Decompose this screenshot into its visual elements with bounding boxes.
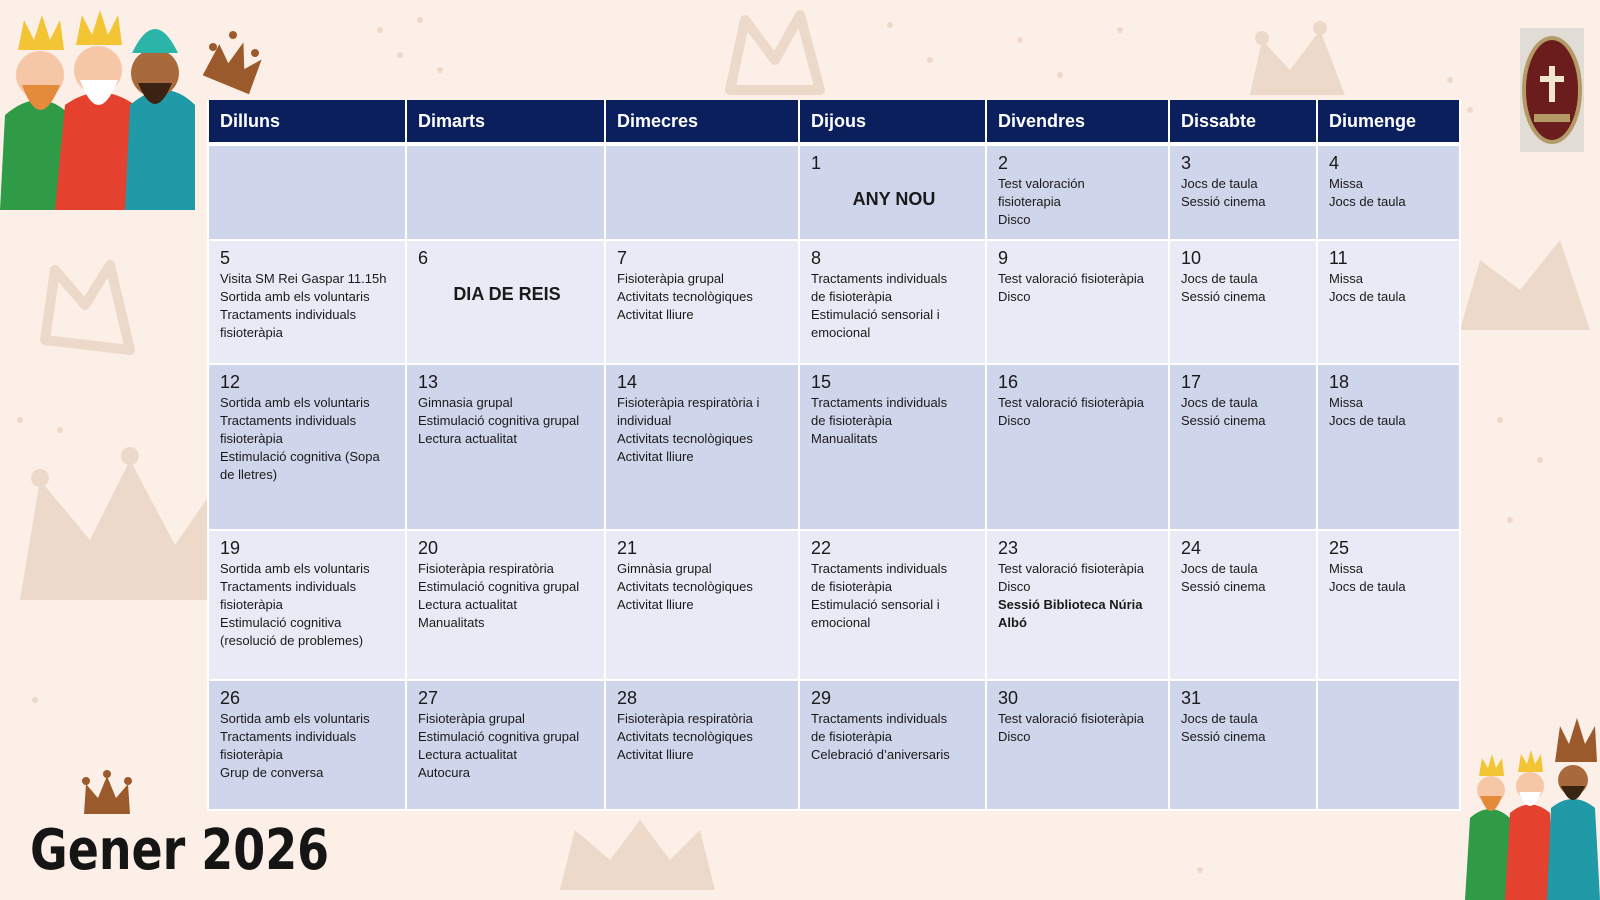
activity-item: Tractaments individuals bbox=[220, 579, 357, 594]
activity-item: fisioteràpia bbox=[220, 431, 283, 446]
activity-item: Sessió cinema bbox=[1181, 194, 1266, 209]
activity-item: Missa bbox=[1329, 395, 1363, 410]
day-number: 8 bbox=[811, 248, 822, 268]
day-number: 30 bbox=[998, 688, 1019, 708]
crown-icon bbox=[203, 25, 263, 95]
day-cell bbox=[1169, 680, 1317, 810]
day-cell bbox=[1317, 144, 1460, 240]
week-row bbox=[208, 364, 1460, 530]
activity-item: Sortida amb els voluntaris bbox=[220, 395, 370, 410]
day-cell bbox=[208, 364, 406, 530]
day-cell bbox=[406, 530, 605, 680]
day-cell bbox=[208, 144, 406, 240]
activity-item: Test valoració fisioteràpia bbox=[998, 711, 1144, 726]
activity-item: Test valoració fisioteràpia bbox=[998, 395, 1144, 410]
day-number: 22 bbox=[811, 538, 832, 558]
activity-item: Test valoració fisioteràpia bbox=[998, 561, 1144, 576]
activity-item: Estimulació cognitiva (Sopa bbox=[220, 449, 380, 464]
day-number: 3 bbox=[1181, 153, 1192, 173]
activity-item: Jocs de taula bbox=[1329, 194, 1406, 209]
activity-item: Activitats tecnològiques bbox=[617, 431, 753, 446]
day-cell bbox=[799, 240, 986, 364]
activity-item: Activitat lliure bbox=[617, 597, 694, 612]
activity-item: Jocs de taula bbox=[1181, 395, 1258, 410]
day-cell bbox=[1317, 530, 1460, 680]
activity-item: Estimulació cognitiva grupal bbox=[418, 729, 580, 744]
activity-item: de fisioteràpia bbox=[811, 289, 892, 304]
day-cell bbox=[406, 680, 605, 810]
day-cell bbox=[406, 364, 605, 530]
activity-item: Activitats tecnològiques bbox=[617, 289, 753, 304]
day-number: 9 bbox=[998, 248, 1009, 268]
activity-item: individual bbox=[617, 413, 672, 428]
activity-item: Albó bbox=[998, 615, 1027, 630]
day-number: 1 bbox=[811, 153, 822, 173]
activity-item: Sortida amb els voluntaris bbox=[220, 711, 370, 726]
day-cell bbox=[1317, 364, 1460, 530]
activity-item: Fisioteràpia respiratòria bbox=[617, 711, 753, 726]
day-cell bbox=[605, 530, 799, 680]
activity-item: Sortida amb els voluntaris bbox=[220, 561, 370, 576]
activity-item: Jocs de taula bbox=[1181, 711, 1258, 726]
activity-item: de fisioteràpia bbox=[811, 729, 892, 744]
day-cell bbox=[986, 144, 1169, 240]
activity-item: Estimulació cognitiva grupal bbox=[418, 413, 580, 428]
activity-item: fisioteràpia bbox=[220, 747, 283, 762]
activity-item: Manualitats bbox=[418, 615, 485, 630]
day-cell bbox=[406, 240, 605, 364]
activity-item: Estimulació cognitiva bbox=[220, 615, 342, 630]
crown-icon bbox=[80, 770, 134, 818]
activity-item: Manualitats bbox=[811, 431, 878, 446]
activity-item: Jocs de taula bbox=[1329, 289, 1406, 304]
activity-item: emocional bbox=[811, 615, 871, 630]
day-number: 2 bbox=[998, 153, 1009, 173]
three-kings-illustration bbox=[0, 5, 200, 210]
activity-item: Fisioteràpia grupal bbox=[418, 711, 525, 726]
activity-item: Sessió cinema bbox=[1181, 413, 1266, 428]
holiday-label: DIA DE REIS bbox=[453, 284, 561, 304]
day-cell bbox=[1317, 680, 1460, 810]
weekday-header: Dijous bbox=[799, 100, 986, 144]
activity-item: Activitats tecnològiques bbox=[617, 729, 753, 744]
activity-item: Estimulació sensorial i bbox=[811, 597, 940, 612]
activity-item: Jocs de taula bbox=[1329, 579, 1406, 594]
day-number: 31 bbox=[1181, 688, 1202, 708]
activity-item: Estimulació sensorial i bbox=[811, 307, 940, 322]
day-cell bbox=[605, 364, 799, 530]
day-number: 4 bbox=[1329, 153, 1340, 173]
day-cell bbox=[799, 364, 986, 530]
activity-item: Jocs de taula bbox=[1181, 176, 1258, 191]
day-cell bbox=[799, 680, 986, 810]
activity-item: emocional bbox=[811, 325, 871, 340]
activity-item: Tractaments individuals bbox=[220, 307, 357, 322]
day-cell bbox=[208, 240, 406, 364]
activity-item: Test valoración bbox=[998, 176, 1085, 191]
activity-item: Estimulació cognitiva grupal bbox=[418, 579, 580, 594]
activity-item: Activitat lliure bbox=[617, 449, 694, 464]
activity-item: Lectura actualitat bbox=[418, 431, 518, 446]
activity-item: fisioteràpia bbox=[220, 325, 283, 340]
month-title: Gener 2026 bbox=[30, 818, 330, 883]
day-number: 23 bbox=[998, 538, 1019, 558]
activity-item: Lectura actualitat bbox=[418, 597, 518, 612]
activity-item: de fisioteràpia bbox=[811, 413, 892, 428]
activity-item: Sessió cinema bbox=[1181, 729, 1266, 744]
day-cell bbox=[1169, 364, 1317, 530]
day-number: 25 bbox=[1329, 538, 1350, 558]
day-cell bbox=[799, 530, 986, 680]
activity-item: Activitat lliure bbox=[617, 307, 694, 322]
weekday-header-row bbox=[208, 100, 1460, 144]
activity-item: Autocura bbox=[418, 765, 471, 780]
weekday-header: Divendres bbox=[986, 100, 1169, 144]
activity-item: fisioteràpia bbox=[220, 597, 283, 612]
weekday-header: Dilluns bbox=[208, 100, 406, 144]
day-number: 20 bbox=[418, 538, 439, 558]
week-row bbox=[208, 144, 1460, 240]
day-cell bbox=[208, 680, 406, 810]
activity-item: Disco bbox=[998, 579, 1031, 594]
activity-item: Fisioteràpia respiratòria i bbox=[617, 395, 760, 410]
activity-item: Jocs de taula bbox=[1329, 413, 1406, 428]
calendar-table bbox=[207, 100, 1461, 811]
day-number: 5 bbox=[220, 248, 231, 268]
activity-item: Tractaments individuals bbox=[220, 413, 357, 428]
day-number: 24 bbox=[1181, 538, 1202, 558]
day-cell bbox=[986, 680, 1169, 810]
day-cell bbox=[1169, 240, 1317, 364]
day-number: 16 bbox=[998, 372, 1019, 392]
activity-item: Sortida amb els voluntaris bbox=[220, 289, 370, 304]
activity-item: Fisioteràpia grupal bbox=[617, 271, 724, 286]
day-number: 26 bbox=[220, 688, 241, 708]
activity-item: Activitat lliure bbox=[617, 747, 694, 762]
activity-item: (resolució de problemes) bbox=[220, 633, 364, 648]
activity-item: Sessió cinema bbox=[1181, 579, 1266, 594]
activity-item: de lletres) bbox=[220, 467, 278, 482]
weekday-header: Diumenge bbox=[1317, 100, 1460, 144]
activity-item: Celebració d’aniversaris bbox=[811, 747, 950, 762]
weekday-header: Dimecres bbox=[605, 100, 799, 144]
day-number: 12 bbox=[220, 372, 241, 392]
day-cell bbox=[986, 364, 1169, 530]
activity-item: fisioterapia bbox=[998, 194, 1061, 209]
day-cell bbox=[208, 530, 406, 680]
three-kings-illustration bbox=[1465, 718, 1600, 900]
day-cell bbox=[986, 530, 1169, 680]
activity-item: Disco bbox=[998, 729, 1031, 744]
emblem-logo bbox=[1520, 28, 1584, 152]
activity-item: Tractaments individuals bbox=[811, 395, 948, 410]
activity-item: Visita SM Rei Gaspar 11.15h bbox=[220, 271, 387, 286]
activity-item: Grup de conversa bbox=[220, 765, 324, 780]
activity-item: Tractaments individuals bbox=[811, 271, 948, 286]
activity-item: Tractaments individuals bbox=[811, 561, 948, 576]
week-row bbox=[208, 680, 1460, 810]
day-number: 29 bbox=[811, 688, 832, 708]
activity-item: Fisioteràpia respiratòria bbox=[418, 561, 554, 576]
day-number: 18 bbox=[1329, 372, 1350, 392]
activity-item: Gimnàsia grupal bbox=[617, 561, 712, 576]
weekday-header: Dissabte bbox=[1169, 100, 1317, 144]
day-number: 17 bbox=[1181, 372, 1202, 392]
day-cell bbox=[605, 680, 799, 810]
activity-item: Gimnasia grupal bbox=[418, 395, 513, 410]
day-cell bbox=[406, 144, 605, 240]
week-row bbox=[208, 530, 1460, 680]
activity-item: Sessió cinema bbox=[1181, 289, 1266, 304]
activity-item: Lectura actualitat bbox=[418, 747, 518, 762]
day-cell bbox=[986, 240, 1169, 364]
day-number: 6 bbox=[418, 248, 429, 268]
day-number: 13 bbox=[418, 372, 439, 392]
week-row bbox=[208, 240, 1460, 364]
activity-item: Disco bbox=[998, 289, 1031, 304]
activity-item: Activitats tecnològiques bbox=[617, 579, 753, 594]
activity-item: Jocs de taula bbox=[1181, 561, 1258, 576]
day-cell bbox=[1169, 530, 1317, 680]
activity-item: de fisioteràpia bbox=[811, 579, 892, 594]
holiday-label: ANY NOU bbox=[852, 189, 936, 209]
activity-item: Disco bbox=[998, 212, 1031, 227]
day-number: 21 bbox=[617, 538, 638, 558]
day-number: 19 bbox=[220, 538, 241, 558]
day-cell bbox=[799, 144, 986, 240]
day-number: 14 bbox=[617, 372, 638, 392]
day-number: 7 bbox=[617, 248, 628, 268]
activity-item: Missa bbox=[1329, 271, 1363, 286]
activity-item: Missa bbox=[1329, 176, 1363, 191]
activity-item: Test valoració fisioteràpia bbox=[998, 271, 1144, 286]
activity-item: Sessió Biblioteca Núria bbox=[998, 597, 1143, 612]
weekday-header: Dimarts bbox=[406, 100, 605, 144]
day-number: 28 bbox=[617, 688, 638, 708]
day-number: 15 bbox=[811, 372, 832, 392]
day-cell bbox=[605, 144, 799, 240]
activity-item: Jocs de taula bbox=[1181, 271, 1258, 286]
activity-item: Missa bbox=[1329, 561, 1363, 576]
day-number: 10 bbox=[1181, 248, 1202, 268]
day-number: 11 bbox=[1329, 248, 1348, 268]
day-cell bbox=[1317, 240, 1460, 364]
activity-item: Tractaments individuals bbox=[220, 729, 357, 744]
day-cell bbox=[1169, 144, 1317, 240]
day-cell bbox=[605, 240, 799, 364]
activity-item: Tractaments individuals bbox=[811, 711, 948, 726]
day-number: 27 bbox=[418, 688, 439, 708]
activity-item: Disco bbox=[998, 413, 1031, 428]
